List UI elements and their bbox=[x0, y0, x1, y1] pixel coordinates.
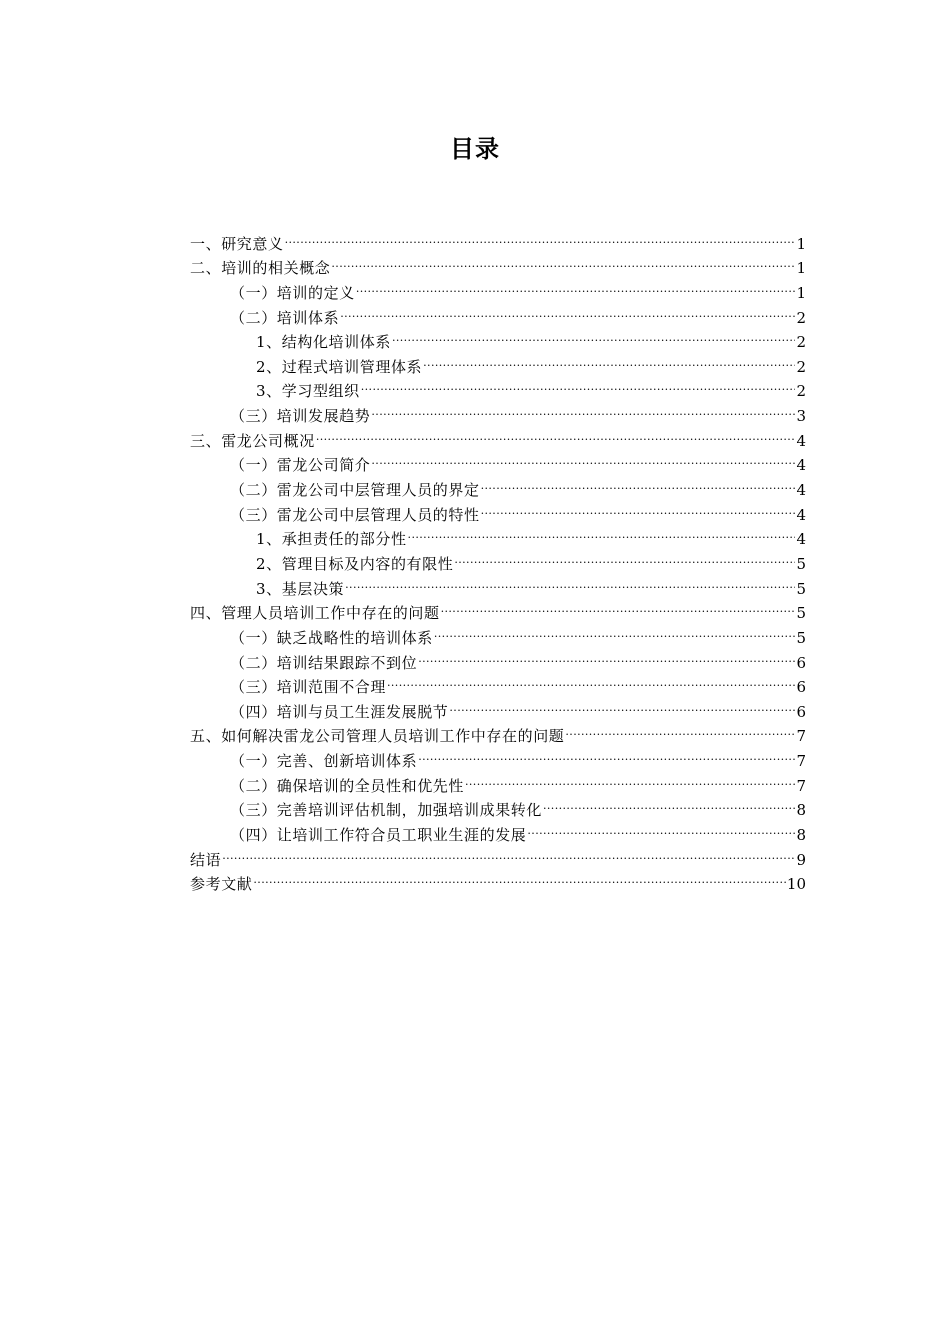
toc-entry-label: 1、承担责任的部分性 bbox=[256, 530, 407, 549]
toc-entry-label: （三）完善培训评估机制，加强培训成果转化 bbox=[230, 801, 543, 820]
toc-entry[interactable] bbox=[190, 840, 806, 869]
toc-entry-label: （三）培训发展趋势 bbox=[230, 407, 371, 426]
toc-entry-page-number: 6 bbox=[796, 702, 806, 721]
toc-dot-leader bbox=[386, 668, 795, 693]
toc-entry-page-number: 2 bbox=[796, 382, 806, 401]
toc-entry-label: 二、培训的相关概念 bbox=[190, 259, 331, 278]
toc-entry-page-number: 4 bbox=[796, 456, 806, 475]
toc-entry-label: （二）雷龙公司中层管理人员的界定 bbox=[230, 481, 480, 500]
toc-dot-leader bbox=[542, 791, 795, 816]
toc-entry-label: 2、管理目标及内容的有限性 bbox=[256, 554, 454, 573]
toc-entry-page-number: 9 bbox=[796, 850, 806, 869]
toc-dot-leader bbox=[480, 495, 796, 520]
toc-entry-page-number: 2 bbox=[796, 333, 806, 352]
toc-entry-page-number: 7 bbox=[796, 727, 806, 746]
toc-entry-page-number: 1 bbox=[796, 234, 806, 253]
toc-entry-page-number: 5 bbox=[796, 579, 806, 598]
toc-dot-leader bbox=[422, 347, 795, 372]
toc-entry-page-number: 4 bbox=[796, 431, 806, 450]
toc-entry-label: 一、研究意义 bbox=[190, 234, 284, 253]
toc-dot-leader bbox=[284, 224, 796, 249]
toc-entry-page-number: 4 bbox=[796, 505, 806, 524]
toc-dot-leader bbox=[252, 865, 786, 890]
toc-entry-label: （二）培训体系 bbox=[230, 308, 340, 327]
toc-entry-label: （一）缺乏战略性的培训体系 bbox=[230, 628, 433, 647]
toc-entry-label: （二）确保培训的全员性和优先性 bbox=[230, 776, 465, 795]
toc-entry-page-number: 6 bbox=[796, 678, 806, 697]
toc-entry-label: （二）培训结果跟踪不到位 bbox=[230, 653, 418, 672]
toc-entry-page-number: 7 bbox=[796, 752, 806, 771]
toc-entry-label: （一）雷龙公司简介 bbox=[230, 456, 371, 475]
toc-dot-leader bbox=[433, 618, 796, 643]
toc-dot-leader bbox=[448, 692, 795, 717]
toc-entry[interactable] bbox=[190, 224, 806, 253]
toc-entry-page-number: 4 bbox=[796, 481, 806, 500]
toc-entry-page-number: 4 bbox=[796, 530, 806, 549]
toc-entry-page-number: 2 bbox=[796, 308, 806, 327]
toc-dot-leader bbox=[464, 766, 795, 791]
toc-dot-leader bbox=[417, 741, 795, 766]
toc-entry-label: 2、过程式培训管理体系 bbox=[256, 357, 423, 376]
toc-entry-page-number: 5 bbox=[796, 554, 806, 573]
toc-entry-label: （一）培训的定义 bbox=[230, 283, 355, 302]
toc-entry-page-number: 5 bbox=[796, 628, 806, 647]
toc-entry-page-number: 2 bbox=[796, 357, 806, 376]
toc-dot-leader bbox=[370, 396, 795, 421]
toc-entry-page-number: 7 bbox=[796, 776, 806, 795]
toc-dot-leader bbox=[391, 323, 796, 348]
table-of-contents bbox=[190, 224, 806, 894]
toc-dot-leader bbox=[417, 643, 795, 668]
toc-dot-leader bbox=[339, 298, 795, 323]
toc-entry-page-number: 10 bbox=[786, 875, 806, 894]
toc-dot-leader bbox=[453, 544, 795, 569]
toc-entry-page-number: 3 bbox=[796, 407, 806, 426]
toc-entry-page-number: 1 bbox=[796, 283, 806, 302]
toc-dot-leader bbox=[440, 594, 796, 619]
toc-dot-leader bbox=[526, 815, 795, 840]
toc-entry-label: 五、如何解决雷龙公司管理人员培训工作中存在的问题 bbox=[190, 727, 565, 746]
toc-entry-label: （四）让培训工作符合员工职业生涯的发展 bbox=[230, 826, 527, 845]
toc-dot-leader bbox=[330, 249, 795, 274]
toc-entry-label: 3、基层决策 bbox=[256, 579, 345, 598]
toc-dot-leader bbox=[480, 470, 796, 495]
toc-dot-leader bbox=[564, 717, 795, 742]
page-title: 目录 bbox=[450, 135, 500, 163]
toc-entry-page-number: 5 bbox=[796, 604, 806, 623]
toc-dot-leader bbox=[360, 372, 796, 397]
toc-dot-leader bbox=[407, 520, 796, 545]
toc-entry-label: （四）培训与员工生涯发展脱节 bbox=[230, 702, 449, 721]
toc-dot-leader bbox=[315, 421, 796, 446]
toc-entry-label: 三、雷龙公司概况 bbox=[190, 431, 315, 450]
toc-entry-label: 1、结构化培训体系 bbox=[256, 333, 391, 352]
toc-entry-page-number: 8 bbox=[796, 826, 806, 845]
toc-dot-leader bbox=[355, 273, 796, 298]
toc-entry-page-number: 8 bbox=[796, 801, 806, 820]
toc-dot-leader bbox=[221, 840, 795, 865]
toc-entry-label: 四、管理人员培训工作中存在的问题 bbox=[190, 604, 440, 623]
toc-entry[interactable] bbox=[190, 865, 806, 894]
toc-entry-label: （三）雷龙公司中层管理人员的特性 bbox=[230, 505, 480, 524]
toc-dot-leader bbox=[370, 446, 795, 471]
toc-entry-page-number: 6 bbox=[796, 653, 806, 672]
toc-entry-label: 参考文献 bbox=[190, 875, 253, 894]
toc-entry-label: （三）培训范围不合理 bbox=[230, 678, 387, 697]
toc-entry-page-number: 1 bbox=[796, 259, 806, 278]
toc-dot-leader bbox=[344, 569, 795, 594]
toc-entry-label: （一）完善、创新培训体系 bbox=[230, 752, 418, 771]
toc-entry-label: 结语 bbox=[190, 850, 222, 869]
toc-entry-label: 3、学习型组织 bbox=[256, 382, 360, 401]
